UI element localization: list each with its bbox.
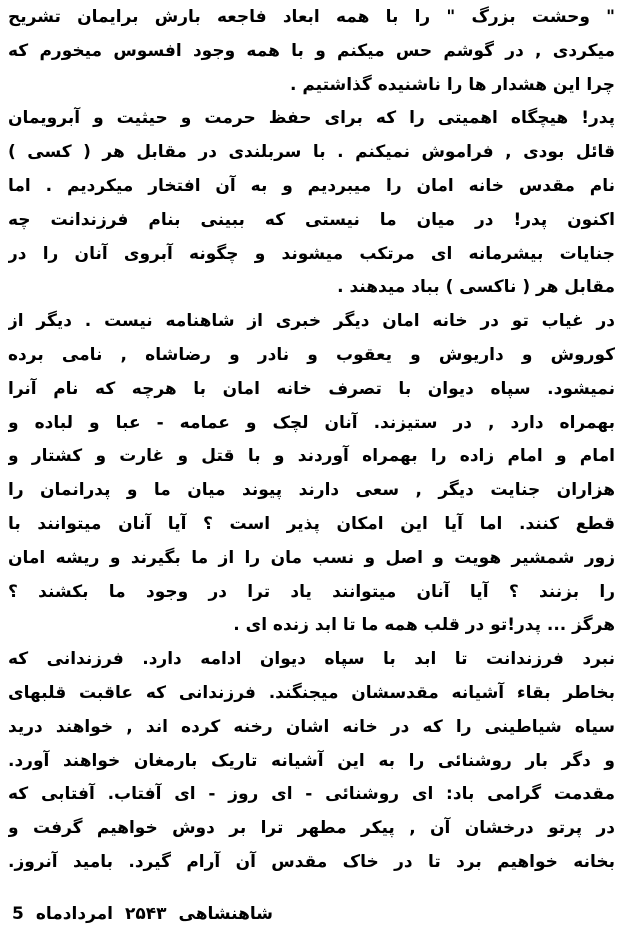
date-month: امردادماه xyxy=(35,904,113,924)
date-day: 5 xyxy=(12,904,24,924)
text-line: مقدمت گرامی باد: ای روشنائی - ای روز - ای آفتاب. آفتابی که xyxy=(8,784,615,805)
date-era: شاهنشاهی xyxy=(178,904,274,924)
text-line: هزاران جنایت دیگر , سعی دارند پیوند میان ما و پدرانمان را xyxy=(8,480,615,501)
date-year: ۲۵۴۳ xyxy=(125,904,167,924)
text-line: بخانه خواهیم برد تا در خاک مقدس آن آرام گیرد. بامید آنروز. xyxy=(8,851,615,872)
text-line: و دگر بار روشنائی را به این آشیانه تاریک بارمغان خواهند آورد. xyxy=(8,750,615,771)
text-line: میکردی , در گوشم حس میکنم و با همه وجود افسوس میخورم که xyxy=(8,40,615,61)
letter-body xyxy=(8,1,615,880)
text-line: " وحشت بزرگ " را با همه ابعاد فاجعه بارش برایمان تشریح xyxy=(8,7,615,27)
date-line xyxy=(12,897,273,931)
text-line: امام و امام زاده را بهمراه آوردند و با قتل و غارت و کشتار و xyxy=(8,446,615,467)
text-line: قطع کنند. اما آیا این امکان پذیر است ؟ آیا آنان میتوانند با xyxy=(8,513,615,534)
text-line: بهمراه دارد , در ستیزند. آنان لچک و عمامه - عبا و لباده و xyxy=(8,412,615,433)
text-line: زور شمشیر هویت و اصل و نسب مان را از ما بگیرند و ریشه امان xyxy=(8,547,615,568)
text-line: کوروش و داریوش و یعقوب و نادر و رضاشاه , نامی برده xyxy=(8,344,615,365)
text-line: نام مقدس خانه امان را میبردیم و به آن افتخار میکردیم . اما xyxy=(8,175,615,196)
text-line: جنایات بیشرمانه ای مرتکب میشوند و چگونه آبروی آنان را در xyxy=(8,243,615,264)
text-line: بخاطر بقاء آشیانه مقدسشان میجنگند. فرزندانی که عاقبت قلبهای xyxy=(8,682,615,703)
text-line: قائل بودی , فراموش نمیکنم . با سربلندی در مقابل هر ( کسی ) xyxy=(8,142,615,163)
text-line: سیاه شیاطینی را که در خانه اشان رخنه کرده اند , خواهند درید xyxy=(8,716,615,737)
text-line: اکنون پدر! در میان ما نیستی که ببینی بنام فرزندانت چه xyxy=(8,209,615,230)
text-line: در غیاب تو در خانه امان دیگر خبری از شاهنامه نیست . دیگر از xyxy=(8,311,615,332)
text-line: نبرد فرزندانت تا ابد با سپاه دیوان ادامه دارد. فرزندانی که xyxy=(8,649,615,670)
text-line: در پرتو درخشان آن , پیکر مطهر ترا بر دوش خواهیم گرفت و xyxy=(8,818,615,839)
text-line: پدر! هیچگاه اهمیتی را که برای حفظ حرمت و حیثیت و آبرویمان xyxy=(8,108,615,129)
text-line: هرگز ... پدر!تو در قلب همه ما تا ابد زنده ای . xyxy=(233,615,615,636)
text-line: را بزنند ؟ آیا آنان میتوانند یاد ترا در وجود ما بکشند ؟ xyxy=(8,581,615,602)
text-line: چرا این هشدار ها را ناشنیده گذاشتیم . xyxy=(289,74,615,95)
text-line: مقابل هر ( ناکسی ) بباد میدهند . xyxy=(337,277,615,298)
text-line: نمیشود. سپاه دیوان با تصرف خانه امان با هرچه که نام آنرا xyxy=(8,378,615,399)
